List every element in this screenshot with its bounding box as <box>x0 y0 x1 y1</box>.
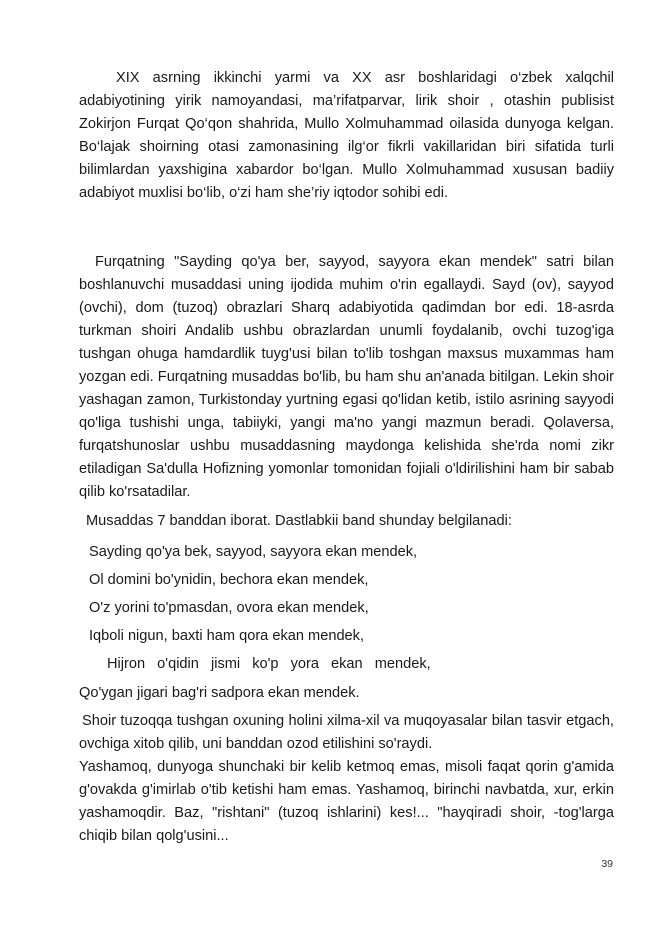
verse-line-5: Hijron o'qidin jismi ko'p yora ekan mendek, <box>107 656 431 672</box>
verse-line-6: Qo'ygan jigari bag'ri sadpora ekan mendek. <box>79 685 360 701</box>
paragraph-band-intro: Musaddas 7 banddan iborat. Dastlabkii band shunday belgilanadi: <box>86 513 512 529</box>
verse-line-3: O'z yorini to'pmasdan, ovora ekan mendek, <box>89 600 369 616</box>
paragraph-musaddas: Furqatning "Sayding qo'ya ber, sayyod, sayyora ekan mendek" satri bilan boshlanuvchi musaddasi uning ijodida muhim o'rin egallaydi. Sayd (ov), sayyod (ovchi), dom (tuzoq) obrazlari Sharq adabiyotida qadimdan bor edi. 18-asrda turkman shoiri Andalib ushbu obrazlardan unumli foydalanib, ovchi tuzog'iga tushgan ohuga hamdardlik tuyg'usi bilan to'lib toshgan maxsus muxammas ham yozgan edi. Furqatning musaddas bo'lib, bu ham shu an'anada bitilgan. Lekin shoir yashagan zamon, Turkistonday yurtning egasi qo'lidan ketib, istilo asrining sayyodi qo'liga tushishi unga, tabiiyki, yangi ma'no yangi mazmun beradi. Qolaversa, furqatshunoslar ushbu musaddasning maydonga kelishida she'rda nomi zikr etiladigan Sa'dulla Hofizning yomonlar tomonidan fojiali o'ldirilishini ham bir sabab qilib ko'rsatadilar. <box>79 254 614 500</box>
verse-line-4: Iqboli nigun, baxti ham qora ekan mendek, <box>89 628 365 644</box>
verse-line-1: Sayding qo'ya bek, sayyod, sayyora ekan mendek, <box>89 544 418 560</box>
paragraph-plea: Shoir tuzoqqa tushgan oxuning holini xilma-xil va muqoyasalar bilan tasvir etgach, ovchiga xitob qilib, uni banddan ozod etilishini so'raydi. <box>79 713 614 752</box>
verse-line-2: Ol domini bo'ynidin, bechora ekan mendek, <box>89 572 369 588</box>
paragraph-intro: XIX asrning ikkinchi yarmi va XX asr boshlaridagi o‘zbek xalqchil adabiyotining yirik namoyandasi, ma’rifatparvar, lirik shoir , otashin publisist Zokirjon Furqat Qo‘qon shahrida, Mullo Xolmuhammad oilasida dunyoga kelgan. Bo‘lajak shoirning otasi zamonasining ilg‘or fikrli vakillaridan biri sifatida turli bilimlardan yaxshigina xabardor bo‘lgan. Mullo Xolmuhammad xususan badiiy adabiyot muxlisi bo‘lib, o‘zi ham she’riy iqtodor sohibi edi. <box>79 70 614 201</box>
paragraph-living: Yashamoq, dunyoga shunchaki bir kelib ketmoq emas, misoli faqat qorin g'amida g'ovakda g'imirlab o'tib ketishi ham emas. Yashamoq, birinchi navbatda, xur, erkin yashamoqdir. Baz, "rishtani" (tuzoq ishlarini) kes!... "hayqiradi shoir, -tog'larga chiqib bilan qolg'usini... <box>79 759 614 844</box>
page-number: 39 <box>601 858 613 870</box>
